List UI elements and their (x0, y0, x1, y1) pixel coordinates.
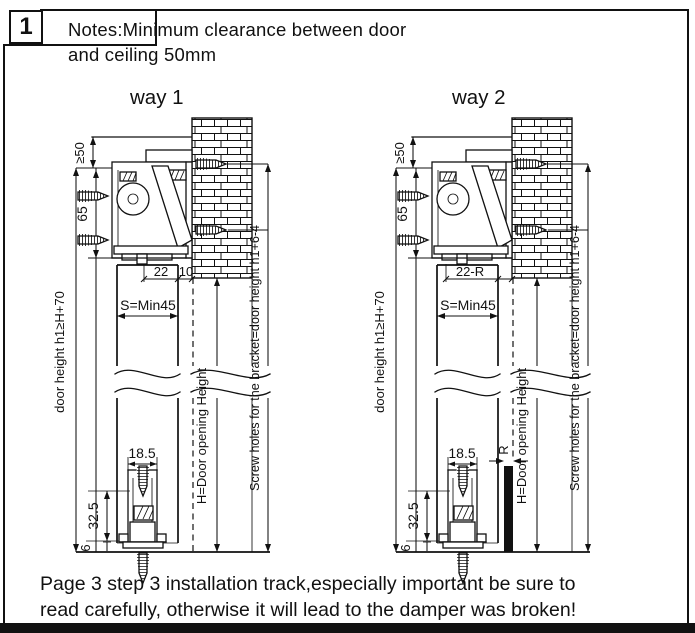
dim-offset-track-way1: 22 (153, 264, 169, 279)
diagram-way2 (372, 118, 591, 583)
notes-text (68, 18, 406, 67)
diagram-way1 (52, 118, 271, 583)
dim-stopper: R (496, 445, 511, 455)
warning-line-1: Page 3 step 3 installation track,especially important be sure to (40, 573, 576, 595)
warning-line-2: read carefully, otherwise it will lead to the damper was broken! (40, 598, 577, 621)
way1-title: way 1 (130, 86, 184, 109)
door-stopper-bar (504, 466, 513, 552)
dim-offset-track-way2: 22-R (455, 264, 485, 279)
step-number: 1 (19, 13, 33, 40)
step-number-badge (9, 10, 43, 44)
warning-text (40, 572, 680, 623)
notes-line-2: and ceiling 50mm (68, 43, 217, 65)
way2-title: way 2 (452, 86, 506, 109)
dim-gap-wall-way1: 10 (178, 264, 194, 279)
notes-line-1: Notes:Minimum clearance between door (68, 19, 407, 40)
